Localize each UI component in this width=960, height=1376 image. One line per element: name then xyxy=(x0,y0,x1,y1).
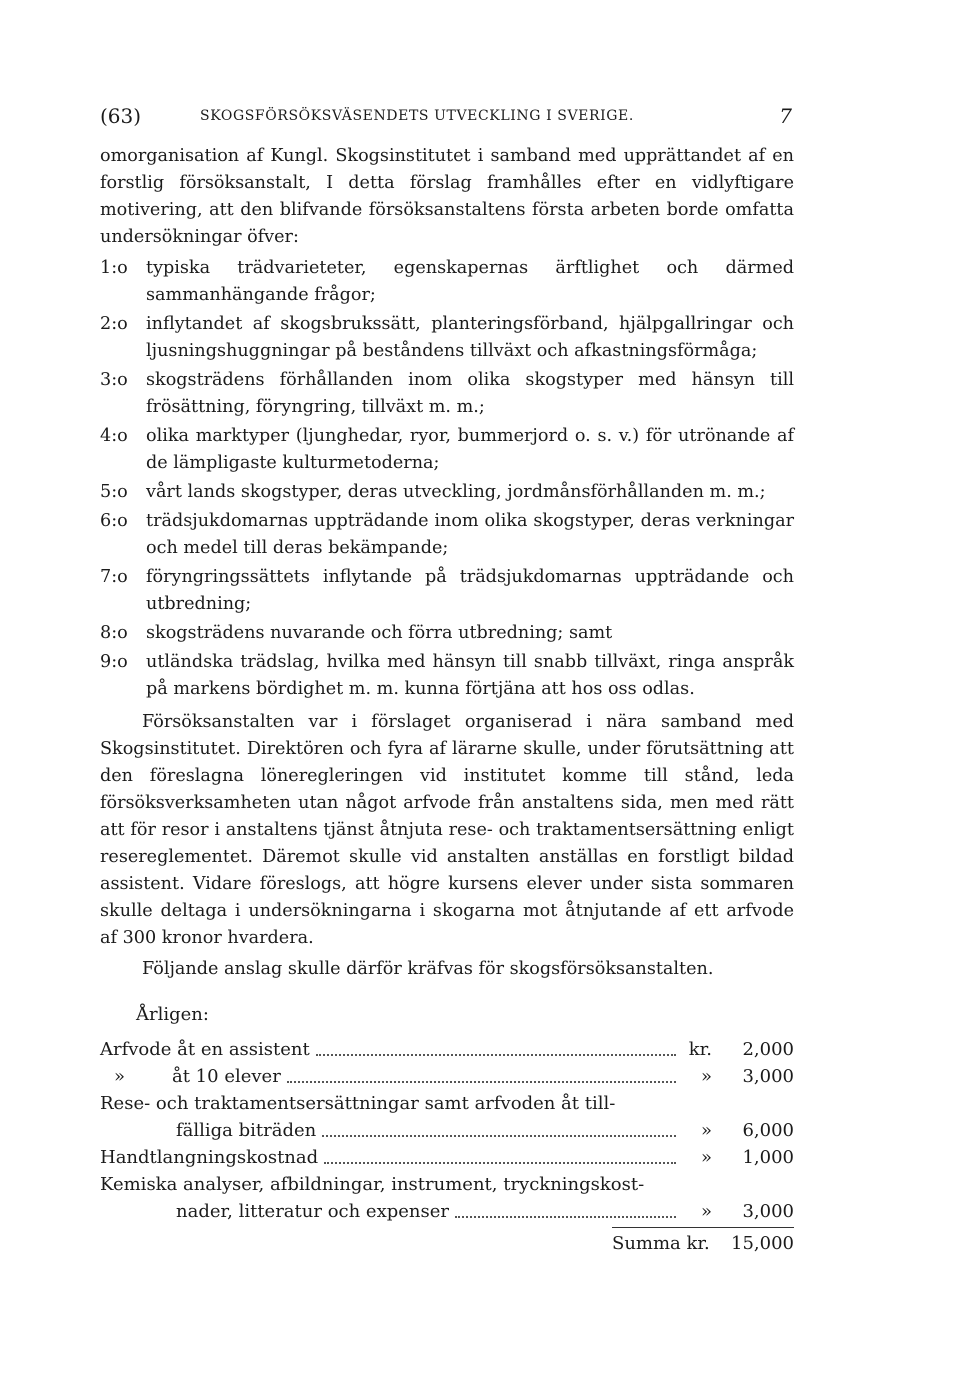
item-text: utländska trädslag, hvilka med hänsyn till snabb tillväxt, ringa anspråk på markens bördighet m. m. kunna förtjäna att hos oss odlas. xyxy=(146,652,794,699)
budget-unit: » xyxy=(700,1147,712,1168)
running-header xyxy=(100,96,794,136)
item-number: 6:o xyxy=(100,511,128,531)
item-number: 9:o xyxy=(100,652,128,672)
budget-row xyxy=(100,1171,794,1225)
total-amount: 15,000 xyxy=(712,1227,794,1257)
item-number: 4:o xyxy=(100,426,128,446)
ditto-mark: » xyxy=(114,1066,126,1087)
page-body xyxy=(100,143,794,1257)
item-text: olika marktyper (ljunghedar, ryor, bummerjord o. s. v.) för utrönande af de lämpligaste kulturmetoderna; xyxy=(146,426,794,473)
budget-label: Rese- och traktamentsersättningar samt arfvoden åt till- xyxy=(100,1093,616,1114)
budget-label-continued: nader, litteratur och expenser xyxy=(176,1201,449,1222)
budget-heading: Årligen: xyxy=(136,1004,209,1025)
dot-leader xyxy=(324,1162,676,1164)
budget-amount: 3,000 xyxy=(742,1201,794,1222)
list-item xyxy=(100,311,794,365)
dot-leader xyxy=(316,1054,676,1056)
dot-leader xyxy=(322,1135,676,1137)
intro-paragraph: omorganisation af Kungl. Skogsinstitutet i samband med upprättandet af en forstlig försöksanstalt, I detta förslag framhålles efter en vidlyftigare motivering, att den blifvande försöksanstaltens första arbeten borde omfatta undersökningar öfver: xyxy=(100,146,794,247)
budget-label: åt 10 elever xyxy=(172,1066,281,1087)
running-title: SKOGSFÖRSÖKSVÄSENDETS UTVECKLING I SVERIGE. xyxy=(200,108,634,124)
list-item xyxy=(100,423,794,477)
list-item xyxy=(100,479,794,506)
item-text: trädsjukdomarnas uppträdande inom olika skogstyper, deras verkningar och medel till deras bekämpande; xyxy=(146,511,794,558)
budget-label-continued: fälliga biträden xyxy=(176,1120,317,1141)
research-topics-list xyxy=(100,255,794,703)
list-item xyxy=(100,255,794,309)
budget-table xyxy=(100,1036,794,1257)
list-item xyxy=(100,367,794,421)
budget-amount: 1,000 xyxy=(742,1147,794,1168)
list-item xyxy=(100,649,794,703)
total-label: Summa kr. xyxy=(612,1227,712,1257)
budget-row xyxy=(100,1063,794,1090)
organisation-paragraph: Försöksanstalten var i förslaget organiserad i nära samband med Skogsinstitutet. Direktören och fyra af lärarne skulle, under förutsättning att den föreslagna löneregleringen vid institutet komme till stånd, leda försöksverksamheten utan något arfvode från anstaltens sida, men med rätt att för resor i anstaltens tjänst åtnjuta rese- och traktamentsersättning enligt resereglementet. Däremot skulle vid anstalten anställas en forstligt bildad assistent. Vidare föreslogs, att högre kursens elever under sista sommaren skulle deltaga i undersökningarna i skogarna mot åtnjutande af ett arfvode af 300 kronor hvardera. xyxy=(100,712,794,948)
list-item xyxy=(100,508,794,562)
item-number: 7:o xyxy=(100,567,128,587)
budget-label: Arfvode åt en assistent xyxy=(100,1039,310,1060)
appropriation-paragraph: Följande anslag skulle därför kräfvas för skogsförsöksanstalten. xyxy=(142,959,714,979)
item-number: 3:o xyxy=(100,370,128,390)
item-text: skogsträdens förhållanden inom olika skogstyper med hänsyn till frösättning, föryngring, tillväxt m. m.; xyxy=(146,370,794,417)
budget-row xyxy=(100,1090,794,1144)
budget-row xyxy=(100,1144,794,1171)
item-number: 8:o xyxy=(100,623,128,643)
budget-total-row xyxy=(100,1227,794,1257)
budget-label: Kemiska analyser, afbildningar, instrument, tryckningskost- xyxy=(100,1174,645,1195)
budget-amount: 2,000 xyxy=(742,1039,794,1060)
item-number: 2:o xyxy=(100,314,128,334)
item-text: typiska trädvarieteter, egenskapernas ärftlighet och därmed sammanhängande frågor; xyxy=(146,258,794,305)
item-text: vårt lands skogstyper, deras utveckling, jordmånsförhållanden m. m.; xyxy=(146,482,766,502)
budget-amount: 6,000 xyxy=(742,1120,794,1141)
item-text: inflytandet af skogsbrukssätt, planteringsförband, hjälpgallringar och ljusningshuggningar på beståndens tillväxt och afkastningsförmåga; xyxy=(146,314,794,361)
budget-unit: » xyxy=(700,1120,712,1141)
budget-unit: » xyxy=(700,1066,712,1087)
folio-number: 7 xyxy=(779,104,792,128)
dot-leader xyxy=(287,1081,676,1083)
dot-leader xyxy=(455,1216,676,1218)
item-text: föryngringssättets inflytande på trädsjukdomarnas uppträdande och utbredning; xyxy=(146,567,794,614)
page-number: (63) xyxy=(100,104,142,128)
list-item xyxy=(100,564,794,618)
budget-unit: kr. xyxy=(688,1039,712,1060)
item-number: 5:o xyxy=(100,482,128,502)
budget-label: Handtlangningskostnad xyxy=(100,1147,319,1168)
budget-row xyxy=(100,1036,794,1063)
budget-unit: » xyxy=(700,1201,712,1222)
item-number: 1:o xyxy=(100,258,128,278)
item-text: skogsträdens nuvarande och förra utbredning; samt xyxy=(146,623,613,643)
list-item xyxy=(100,620,794,647)
budget-amount: 3,000 xyxy=(742,1066,794,1087)
